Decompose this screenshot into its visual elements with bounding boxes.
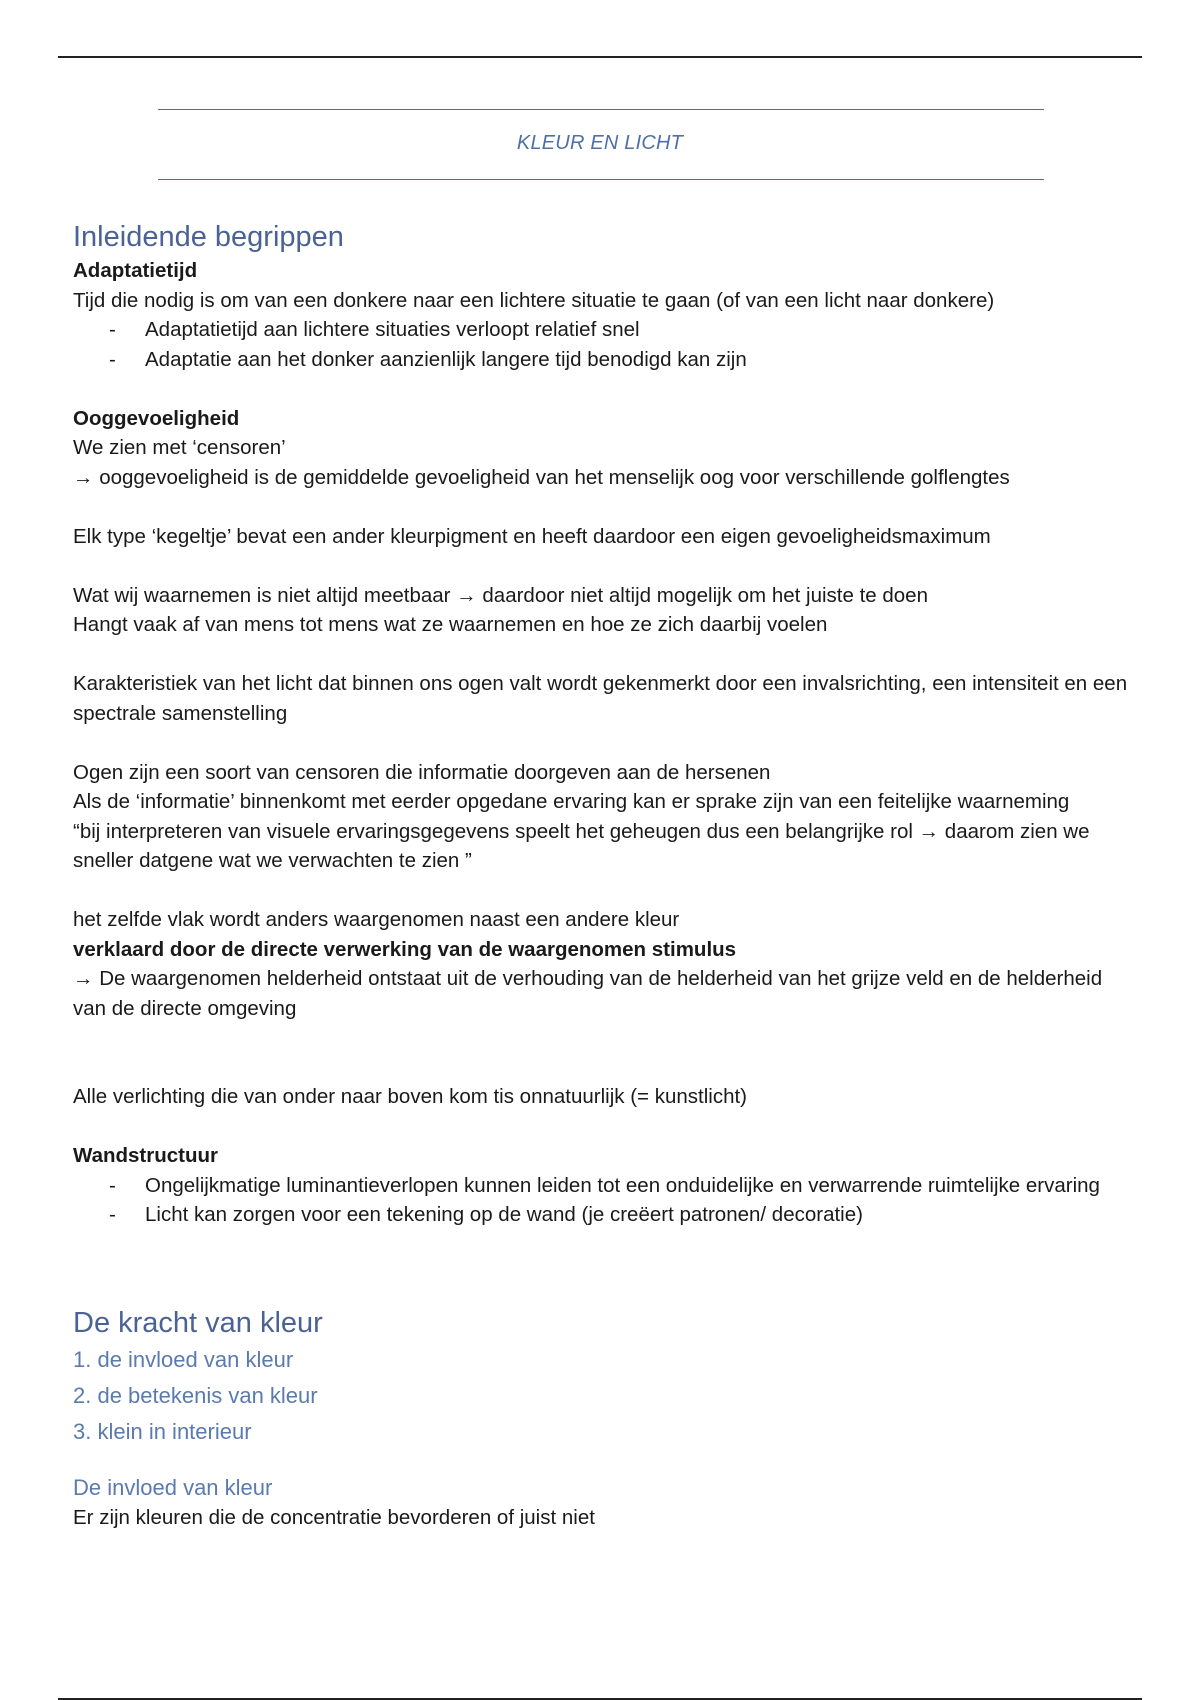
paragraph-line: het zelfde vlak wordt anders waargenomen naast een andere kleur: [73, 908, 680, 931]
toc-item: 2. de betekenis van kleur: [73, 1382, 318, 1408]
bold-statement: verklaard door de directe verwerking van de waargenomen stimulus: [73, 937, 737, 961]
paragraph-invloed: Er zijn kleuren die de concentratie bevorderen of juist niet: [73, 1505, 595, 1529]
term-adaptatietijd: Adaptatietijd: [73, 259, 198, 282]
paragraph-verlichting: Alle verlichting die van onder naar boven kom tis onnatuurlijk (= kunstlicht): [73, 1085, 747, 1108]
paragraph-line: Wat wij waarnemen is niet altijd meetbaar → daardoor niet altijd mogelijk om het juiste te doen: [73, 583, 928, 607]
quote-paragraph: “bij interpreteren van visuele ervaringsgegevens speelt het geheugen dus een belangrijke rol → daarom zien we sneller datgene wat we verwachten te zien ”: [73, 819, 1090, 872]
definition-adaptatietijd: Tijd die nodig is om van een donkere naar een lichtere situatie te gaan (of van een licht naar donkere): [73, 288, 995, 312]
subheading-de-invloed-van-kleur: De invloed van kleur: [73, 1474, 273, 1500]
toc-item: 1. de invloed van kleur: [73, 1346, 294, 1372]
paragraph-line: Als de ‘informatie’ binnenkomt met eerder opgedane ervaring kan er sprake zijn van een feitelijke waarneming: [73, 790, 1070, 813]
title-rule-bottom: [158, 179, 1044, 180]
list-item: - Adaptatie aan het donker aanzienlijk langere tijd benodigd kan zijn: [73, 345, 1133, 375]
paragraph-line: We zien met ‘censoren’: [73, 436, 286, 459]
paragraph-karakteristiek: Karakteristiek van het licht dat binnen ons ogen valt wordt gekenmerkt door een invalsrichting, een intensiteit en een spectrale samenstelling: [73, 672, 1128, 725]
list-item: - Licht kan zorgen voor een tekening op de wand (je creëert patronen/ decoratie): [73, 1200, 1133, 1230]
list-item: - Adaptatietijd aan lichtere situaties verloopt relatief snel: [73, 315, 1133, 345]
section-heading-de-kracht-van-kleur: De kracht van kleur: [73, 1306, 323, 1339]
section-heading-inleidende-begrippen: Inleidende begrippen: [73, 221, 344, 253]
term-ooggevoeligheid: Ooggevoeligheid: [73, 406, 240, 430]
document-body: [73, 218, 1133, 1532]
title-rule-top: [158, 109, 1044, 110]
term-wandstructuur: Wandstructuur: [73, 1144, 219, 1167]
paragraph-line: → De waargenomen helderheid ontstaat uit de verhouding van de helderheid van het grijze veld en de helderheid van de directe omgeving: [73, 967, 1103, 1020]
paragraph-kegeltje: Elk type ‘kegeltje’ bevat een ander kleurpigment en heeft daardoor een eigen gevoeligheidsmaximum: [73, 524, 991, 548]
paragraph-line: Ogen zijn een soort van censoren die informatie doorgeven aan de hersenen: [73, 760, 771, 784]
adaptatie-bullet-list: [73, 315, 1133, 374]
page-header-rule: [58, 56, 1142, 58]
paragraph-line: Hangt vaak af van mens tot mens wat ze waarnemen en hoe ze zich daarbij voelen: [73, 613, 828, 636]
list-item: - Ongelijkmatige luminantieverlopen kunnen leiden tot een onduidelijke en verwarrende ruimtelijke ervaring: [73, 1171, 1133, 1201]
toc-item: 3. klein in interieur: [73, 1418, 252, 1444]
document-title: KLEUR EN LICHT: [516, 132, 684, 154]
wandstructuur-bullet-list: [73, 1171, 1133, 1230]
paragraph-line: → ooggevoeligheid is de gemiddelde gevoeligheid van het menselijk oog voor verschillende golflengtes: [73, 465, 1010, 489]
